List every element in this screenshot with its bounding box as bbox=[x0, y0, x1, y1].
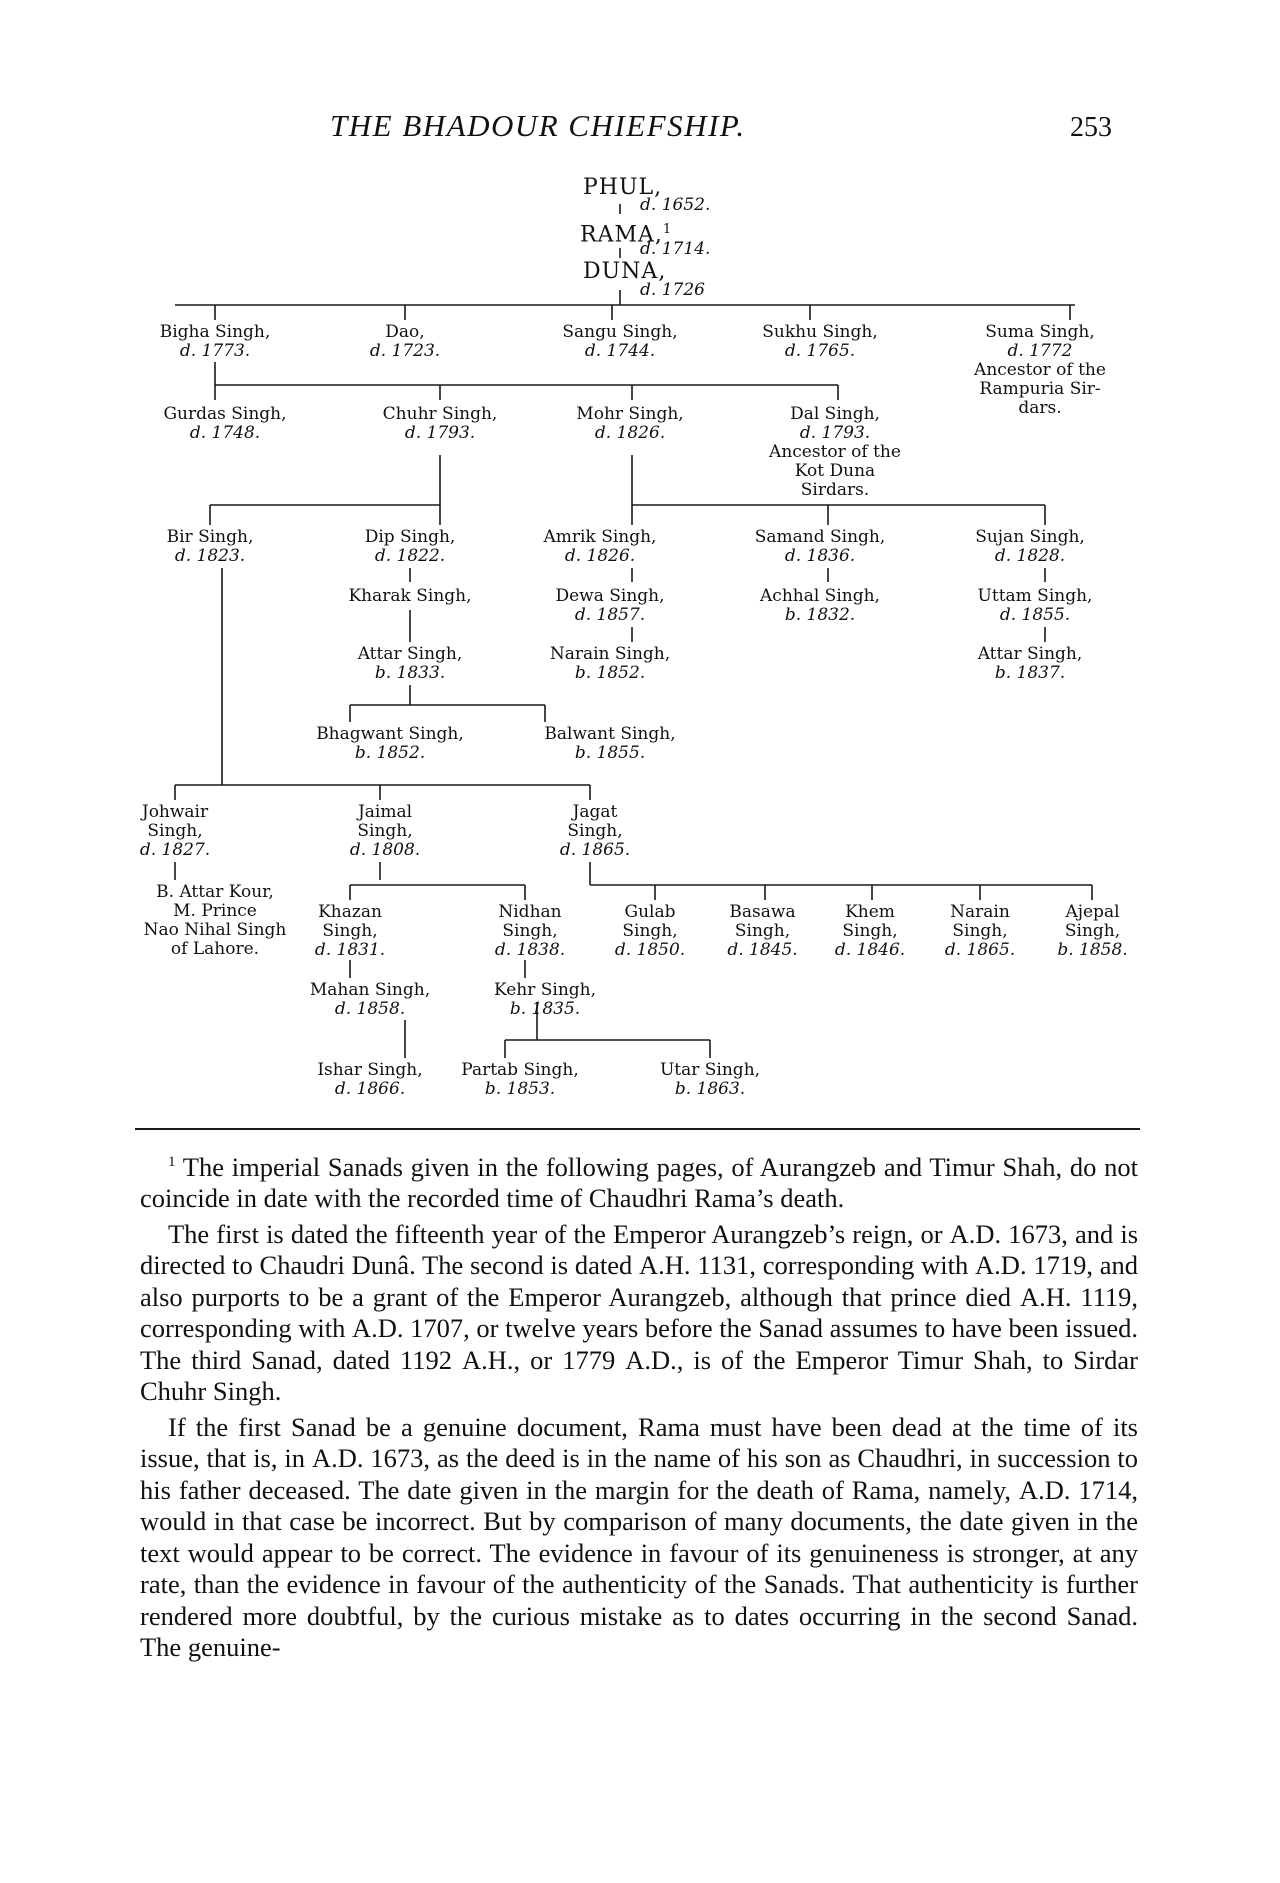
text-run: If the first Sanad be a genuine document, Rama must have been dead at the time of its issue, that is, in bbox=[140, 1411, 1138, 1474]
page-number: 253 bbox=[1070, 112, 1112, 143]
node-name: Dao, bbox=[385, 322, 425, 342]
text-run: , or 1779 bbox=[513, 1344, 616, 1375]
node-date: d. 1831. bbox=[314, 940, 386, 960]
tree-node-chuhr bbox=[365, 405, 515, 443]
node-date: d. 1857. bbox=[574, 605, 646, 625]
text-run: The first is dated the fifteenth year of the Emperor Aurangzeb’s reign, or bbox=[168, 1218, 943, 1249]
node-name: Gurdas Singh, bbox=[163, 404, 287, 424]
node-name: Singh, bbox=[147, 821, 203, 841]
tree-node-ajepal bbox=[1045, 903, 1140, 960]
node-name: Dal Singh, bbox=[790, 404, 880, 424]
node-note: Rampuria Sir- bbox=[979, 379, 1101, 399]
node-date: d. 1826. bbox=[594, 423, 666, 443]
text-run: 1714, would in that case be incorrect. But by comparison of many documents, the date given in the text would appear to be correct. The evidence in favour of its genuineness is stronger, at any rate, than the evidence in favour of the authenticity of the Sanads. That authenticity is further rendered more doubtful, by the curious mistake as to dates occurring in the second Sanad. The genuine- bbox=[140, 1474, 1138, 1663]
node-date: d. 1858. bbox=[334, 999, 406, 1019]
tree-node-suma bbox=[955, 323, 1125, 418]
node-name: Sujan Singh, bbox=[975, 527, 1085, 547]
rama-footnote-mark: 1 bbox=[662, 222, 673, 237]
tree-node-bhagwant bbox=[305, 725, 475, 763]
node-name: B. Attar Kour, bbox=[156, 882, 274, 902]
node-note: M. Prince bbox=[173, 901, 257, 921]
node-date: b. 1835. bbox=[509, 999, 581, 1019]
node-name: Khazan bbox=[318, 902, 382, 922]
node-date: d. 1723. bbox=[369, 341, 441, 361]
text-run: 1719, and also purports to be a grant of the Emperor Aurangzeb, although that prince died bbox=[140, 1250, 1139, 1312]
node-date: d. 1823. bbox=[174, 546, 246, 566]
node-date: d. 1748. bbox=[189, 423, 261, 443]
node-name: Amrik Singh, bbox=[543, 527, 657, 547]
tree-node-samand bbox=[740, 528, 900, 566]
tree-node-narain bbox=[935, 903, 1025, 960]
tree-node-kehr bbox=[475, 981, 615, 1019]
node-name: Singh, bbox=[842, 921, 898, 941]
tree-node-sangu bbox=[550, 323, 690, 361]
node-date: d. 1808. bbox=[349, 840, 421, 860]
duna-name: DUNA, bbox=[583, 259, 667, 284]
node-name: Utar Singh, bbox=[659, 1060, 761, 1080]
node-name: Mohr Singh, bbox=[576, 404, 684, 424]
body-text bbox=[140, 1147, 1138, 1664]
node-date: d. 1838. bbox=[494, 940, 566, 960]
node-date: d. 1828. bbox=[994, 546, 1066, 566]
node-name: Uttam Singh, bbox=[977, 586, 1093, 606]
node-name: Ishar Singh, bbox=[317, 1060, 423, 1080]
node-name: Bigha Singh, bbox=[159, 322, 271, 342]
tree-node-sujan bbox=[960, 528, 1100, 566]
node-name: Chuhr Singh, bbox=[382, 404, 498, 424]
text-run: 1673, and is directed to Chaudri Dunâ. The second is dated bbox=[140, 1218, 1139, 1281]
rama-date: d. 1714. bbox=[640, 239, 711, 259]
era-abbr: A.H. bbox=[639, 1250, 691, 1281]
era-abbr: A.D. bbox=[351, 1313, 404, 1344]
text-run: 1119, corresponding with bbox=[140, 1281, 1139, 1344]
node-date: d. 1850. bbox=[614, 940, 686, 960]
node-date: d. 1845. bbox=[727, 940, 798, 960]
era-abbr: A.H. bbox=[1019, 1281, 1072, 1312]
node-name: Singh, bbox=[322, 921, 378, 941]
node-name: Jaimal bbox=[357, 802, 413, 822]
tree-node-bigha bbox=[140, 323, 290, 361]
tree-node-ishar bbox=[290, 1061, 450, 1099]
text-run: 1707, or twelve years before the Sanad assumes to have been issued. The third Sanad, dated 1192 bbox=[140, 1313, 1139, 1375]
phul-name: PHUL, bbox=[583, 175, 663, 200]
node-name: Balwant Singh, bbox=[544, 724, 676, 744]
tree-node-dip bbox=[340, 528, 480, 566]
tree-node-khazan bbox=[305, 903, 395, 960]
tree-node-kharak bbox=[330, 587, 490, 606]
tree-node-sukhu bbox=[750, 323, 890, 361]
tree-node-mohr bbox=[560, 405, 700, 443]
node-date: b. 1863. bbox=[674, 1079, 746, 1099]
node-name: Nidhan bbox=[498, 902, 562, 922]
paragraph-genuineness bbox=[140, 1412, 1138, 1664]
node-name: Singh, bbox=[1064, 921, 1121, 941]
node-name: Partab Singh, bbox=[461, 1060, 579, 1080]
tree-node-khem bbox=[825, 903, 915, 960]
node-name: Johwair bbox=[141, 802, 209, 822]
node-date: d. 1822. bbox=[374, 546, 446, 566]
node-date: d. 1765. bbox=[784, 341, 856, 361]
node-date: b. 1832. bbox=[784, 605, 856, 625]
node-note: Sirdars. bbox=[800, 480, 870, 500]
tree-node-nidhan bbox=[485, 903, 575, 960]
node-date: b. 1852. bbox=[574, 663, 646, 683]
node-note: Ancestor of the bbox=[974, 360, 1106, 380]
node-date: d. 1772 bbox=[1007, 341, 1073, 361]
footnote-mark: 1 bbox=[168, 1154, 176, 1170]
duna-date: d. 1726 bbox=[640, 280, 705, 300]
node-name: Singh, bbox=[734, 921, 791, 941]
node-date: b. 1853. bbox=[484, 1079, 556, 1099]
tree-node-balwant bbox=[525, 725, 695, 763]
node-date: d. 1865. bbox=[944, 940, 1016, 960]
text-run: 1673, as the deed is in the name of his son as Chaudhri, in succession to his father deceased. The date given in the margin for the death of Rama, namely, bbox=[140, 1443, 1138, 1505]
node-date: d. 1826. bbox=[564, 546, 636, 566]
node-name: Suma Singh, bbox=[985, 322, 1095, 342]
node-name: Bir Singh, bbox=[166, 527, 254, 547]
era-abbr: A.D. bbox=[311, 1443, 364, 1474]
node-name: Samand Singh, bbox=[754, 527, 886, 547]
node-name: Singh, bbox=[502, 921, 558, 941]
tree-node-dewa bbox=[540, 587, 680, 625]
tree-node-amrik bbox=[530, 528, 670, 566]
node-date: b. 1855. bbox=[574, 743, 646, 763]
node-date: d. 1866. bbox=[334, 1079, 406, 1099]
node-note: dars. bbox=[1018, 398, 1062, 418]
node-name: Narain Singh, bbox=[549, 644, 671, 664]
tree-node-utar bbox=[640, 1061, 780, 1099]
tree-node-jaimal bbox=[335, 803, 435, 860]
node-name: Singh, bbox=[952, 921, 1008, 941]
running-title: THE BHADOUR CHIEFSHIP. bbox=[330, 108, 746, 143]
node-date: b. 1833. bbox=[374, 663, 446, 683]
node-name: Jagat bbox=[572, 802, 618, 822]
node-name: Gulab bbox=[624, 902, 676, 922]
tree-node-partab bbox=[440, 1061, 600, 1099]
node-name: Mahan Singh, bbox=[309, 980, 431, 1000]
text-run: 1131, corresponding with bbox=[697, 1250, 969, 1281]
node-date: d. 1836. bbox=[784, 546, 856, 566]
node-date: d. 1793. bbox=[799, 423, 871, 443]
node-date: d. 1793. bbox=[404, 423, 476, 443]
tree-node-uttam bbox=[960, 587, 1110, 625]
node-name: Dewa Singh, bbox=[555, 586, 665, 606]
tree-node-gurdas bbox=[150, 405, 300, 443]
node-date: b. 1852. bbox=[354, 743, 426, 763]
tree-node-dal bbox=[750, 405, 920, 500]
node-name: Khem bbox=[845, 902, 895, 922]
footnote-text: The imperial Sanads given in the following pages, of Aurangzeb and Timur Shah, do not coincide in date with the recorded time of Chaudhri Rama’s death. bbox=[140, 1151, 1138, 1214]
node-date: d. 1744. bbox=[584, 341, 656, 361]
node-note: Kot Duna bbox=[794, 461, 876, 481]
era-abbr: A.D. bbox=[1018, 1474, 1071, 1505]
paragraph-sanads bbox=[140, 1219, 1138, 1408]
tree-node-dao bbox=[355, 323, 455, 361]
node-name: Singh, bbox=[357, 821, 413, 841]
node-name: Sukhu Singh, bbox=[762, 322, 878, 342]
tree-node-narain-b1852 bbox=[530, 645, 690, 683]
tree-node-gulab bbox=[605, 903, 695, 960]
tree-node-achhal bbox=[740, 587, 900, 625]
phul-date: d. 1652. bbox=[640, 195, 711, 215]
node-name: Singh, bbox=[567, 821, 623, 841]
node-name: Narain bbox=[950, 902, 1010, 922]
text-run: , is of the Emperor Timur Shah, to Sirdar Chuhr Singh. bbox=[140, 1344, 1138, 1407]
node-name: Ajepal bbox=[1065, 902, 1120, 922]
node-date: d. 1846. bbox=[834, 940, 906, 960]
node-name: Kharak Singh, bbox=[348, 586, 472, 606]
node-note: of Lahore. bbox=[170, 939, 260, 959]
tree-node-attar-b1833 bbox=[340, 645, 480, 683]
node-date: d. 1773. bbox=[179, 341, 251, 361]
tree-node-attar-kour bbox=[125, 883, 305, 959]
node-name: Kehr Singh, bbox=[493, 980, 597, 1000]
footnote-rule bbox=[135, 1128, 1140, 1130]
node-name: Singh, bbox=[622, 921, 678, 941]
era-abbr: A.D. bbox=[949, 1218, 1002, 1249]
node-note: Ancestor of the bbox=[769, 442, 901, 462]
node-date: d. 1865. bbox=[559, 840, 631, 860]
node-name: Dip Singh, bbox=[364, 527, 456, 547]
era-abbr: A.D. bbox=[975, 1250, 1027, 1281]
node-name: Basawa bbox=[729, 902, 796, 922]
node-date: d. 1827. bbox=[139, 840, 211, 860]
tree-node-basawa bbox=[715, 903, 810, 960]
node-note: Nao Nihal Singh bbox=[143, 920, 287, 940]
tree-node-attar-b1837 bbox=[960, 645, 1100, 683]
tree-node-johwair bbox=[125, 803, 225, 860]
tree-node-mahan bbox=[290, 981, 450, 1019]
era-abbr: A.D. bbox=[625, 1344, 677, 1375]
rama-label: RAMA, bbox=[580, 222, 663, 248]
node-name: Bhagwant Singh, bbox=[316, 724, 464, 744]
node-date: b. 1837. bbox=[994, 663, 1066, 683]
footnote bbox=[140, 1147, 1138, 1215]
node-date: d. 1855. bbox=[999, 605, 1071, 625]
node-name: Achhal Singh, bbox=[760, 586, 880, 606]
era-abbr: A.H. bbox=[462, 1344, 514, 1375]
node-name: Attar Singh, bbox=[357, 644, 463, 664]
node-date: b. 1858. bbox=[1057, 940, 1128, 960]
node-name: Attar Singh, bbox=[977, 644, 1083, 664]
tree-node-jagat bbox=[545, 803, 645, 860]
tree-node-bir bbox=[150, 528, 270, 566]
node-name: Sangu Singh, bbox=[562, 322, 678, 342]
